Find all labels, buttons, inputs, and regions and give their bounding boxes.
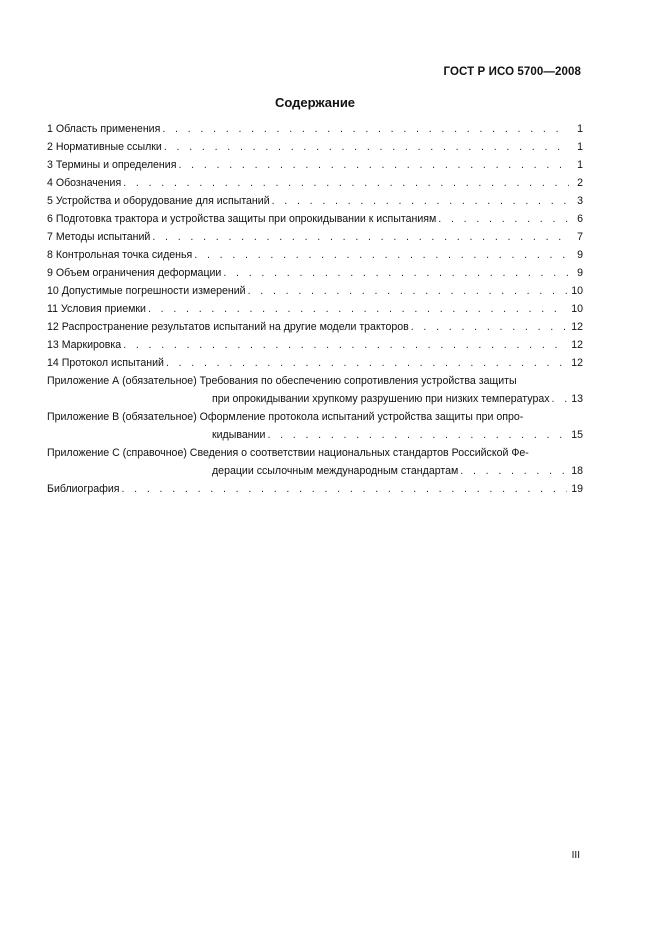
toc-entry-page: 1 [577, 123, 583, 135]
toc-entry-page: 7 [577, 231, 583, 243]
toc-entry-11[interactable] [47, 300, 583, 318]
table-of-contents [47, 120, 583, 498]
toc-entry-8[interactable] [47, 246, 583, 264]
toc-entry-6[interactable] [47, 210, 583, 228]
toc-entry-5[interactable] [47, 192, 583, 210]
toc-entry-page: 1 [577, 159, 583, 171]
toc-title: Содержание [274, 95, 356, 110]
toc-entry-label: 3 Термины и определения [47, 159, 177, 171]
toc-annex-c[interactable] [47, 444, 583, 480]
dot-leader [162, 138, 569, 156]
toc-entry-label: 11 Условия приемки [47, 303, 146, 315]
toc-entry-label: 7 Методы испытаний [47, 231, 151, 243]
toc-entry-label: 8 Контрольная точка сиденья [47, 249, 193, 261]
toc-annex-label-line2: кидывании [212, 429, 266, 441]
toc-entry-9[interactable] [47, 264, 583, 282]
dot-leader [458, 462, 567, 480]
toc-entry-label: 13 Маркировка [47, 339, 122, 351]
toc-entry-2[interactable] [47, 138, 583, 156]
toc-entry-4[interactable] [47, 174, 583, 192]
toc-entry-page: 9 [577, 249, 583, 261]
toc-annex-label-line1: Приложение В (обязательное) Оформление протокола испытаний устройства защиты при опро- [47, 411, 524, 423]
toc-annex-b[interactable] [47, 408, 583, 444]
toc-entry-page: 15 [571, 429, 583, 441]
toc-entry-label: 2 Нормативные ссылки [47, 141, 162, 153]
toc-entry-label: 12 Распространение результатов испытаний на другие модели тракторов [47, 321, 409, 333]
toc-entry-page: 1 [577, 141, 583, 153]
toc-annex-label-line2: при опрокидывании хрупкому разрушению при низких температурах [212, 393, 550, 405]
toc-entry-14[interactable] [47, 354, 583, 372]
toc-entry-10[interactable] [47, 282, 583, 300]
toc-entry-label: 9 Объем ограничения деформации [47, 267, 222, 279]
toc-entry-page: 18 [571, 465, 583, 477]
toc-entry-page: 12 [571, 339, 583, 351]
page-number: III [571, 850, 580, 861]
toc-entry-page: 2 [577, 177, 583, 189]
toc-bibliography[interactable] [47, 480, 583, 498]
toc-entry-7[interactable] [47, 228, 583, 246]
dot-leader [192, 246, 569, 264]
dot-leader [160, 120, 569, 138]
dot-leader [246, 282, 568, 300]
toc-annex-label-line1: Приложение С (справочное) Сведения о соответствии национальных стандартов Российской Фе- [47, 447, 529, 459]
toc-annex-label-line1: Приложение А (обязательное) Требования по обеспечению сопротивления устройства защиты [47, 375, 517, 387]
dot-leader [121, 336, 567, 354]
dot-leader [270, 192, 569, 210]
dot-leader [176, 156, 569, 174]
dot-leader [150, 228, 569, 246]
toc-entry-page: 12 [571, 321, 583, 333]
toc-annex-a[interactable] [47, 372, 583, 408]
toc-entry-page: 13 [571, 393, 583, 405]
toc-entry-label: Библиография [47, 483, 120, 495]
dot-leader [409, 318, 567, 336]
toc-entry-page: 19 [571, 483, 583, 495]
toc-entry-12[interactable] [47, 318, 583, 336]
dot-leader [121, 174, 569, 192]
toc-entry-page: 9 [577, 267, 583, 279]
toc-entry-label: 5 Устройства и оборудование для испытаний [47, 195, 270, 207]
toc-entry-label: 6 Подготовка трактора и устройства защиты при опрокидывании к испытаниям [47, 213, 437, 225]
toc-entry-1[interactable] [47, 120, 583, 138]
toc-entry-3[interactable] [47, 156, 583, 174]
toc-entry-page: 6 [577, 213, 583, 225]
toc-entry-page: 10 [571, 285, 583, 297]
toc-entry-label: 14 Протокол испытаний [47, 357, 164, 369]
dot-leader [265, 426, 567, 444]
toc-annex-label-line2: дерации ссылочным международным стандартам [212, 465, 459, 477]
toc-entry-page: 10 [571, 303, 583, 315]
document-code: ГОСТ Р ИСО 5700—2008 [443, 66, 581, 78]
dot-leader [146, 300, 567, 318]
toc-entry-label: 10 Допустимые погрешности измерений [47, 285, 246, 297]
dot-leader [221, 264, 569, 282]
toc-entry-page: 12 [571, 357, 583, 369]
dot-leader [119, 480, 567, 498]
toc-entry-page: 3 [577, 195, 583, 207]
toc-entry-13[interactable] [47, 336, 583, 354]
toc-entry-label: 1 Область применения [47, 123, 161, 135]
dot-leader [436, 210, 569, 228]
toc-entry-label: 4 Обозначения [47, 177, 122, 189]
dot-leader [164, 354, 567, 372]
dot-leader [550, 390, 568, 408]
